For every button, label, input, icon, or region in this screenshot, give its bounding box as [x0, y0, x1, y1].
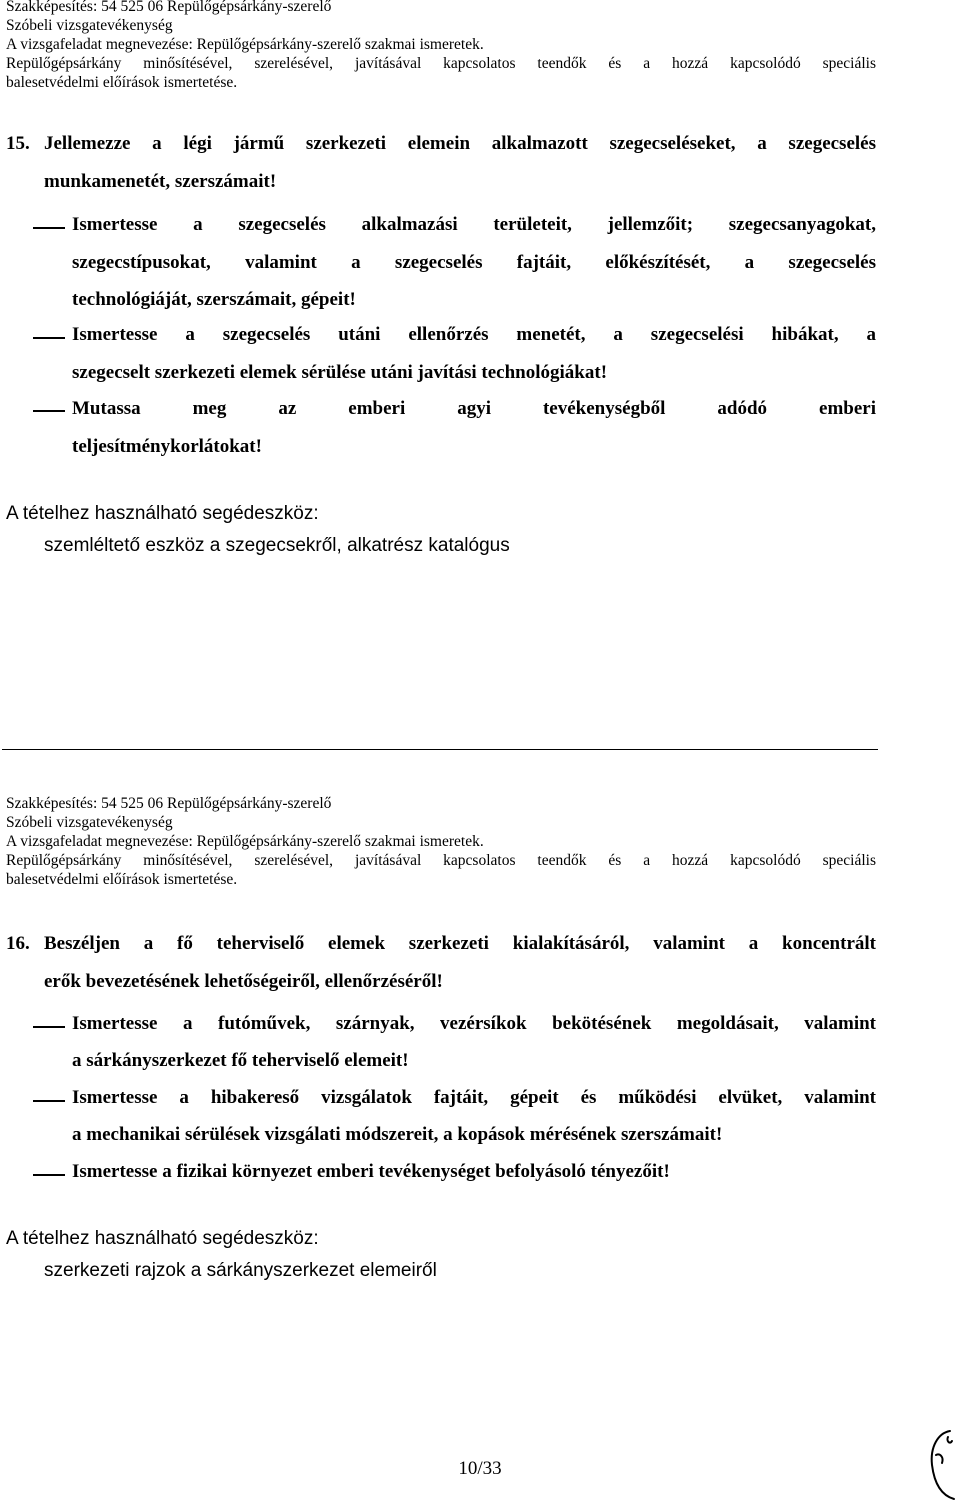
section-divider: [2, 749, 878, 750]
bullet-dash: [33, 410, 65, 412]
bullet-1-line-3: technológiáját, szerszámait, gépeit!: [72, 289, 356, 310]
bullet-2-line-1: Ismertesse a szegecselés utáni ellenőrzés menetét, a szegecselési hibákat, a: [72, 324, 876, 345]
tool-text: szemléltető eszköz a szegecsekről, alkatrész katalógus: [44, 535, 510, 556]
page-number: 10/33: [458, 1458, 502, 1479]
exam-header-1: [6, 0, 876, 92]
bullet-3-line-1: Ismertesse a fizikai környezet emberi tevékenységet befolyásoló tényezőit!: [72, 1161, 670, 1182]
bullet-3-line-2: teljesítménykorlátokat!: [72, 436, 262, 457]
task-name-line: A vizsgafeladat megnevezése: Repülőgépsárkány-szerelő szakmai ismeretek.: [6, 833, 484, 850]
task-name-line: A vizsgafeladat megnevezése: Repülőgépsárkány-szerelő szakmai ismeretek.: [6, 36, 484, 53]
tool-label: A tételhez használható segédeszköz:: [6, 1228, 319, 1249]
task-description-line-2: balesetvédelmi előírások ismertetése.: [6, 871, 238, 888]
tool-text: szerkezeti rajzok a sárkányszerkezet elemeiről: [44, 1260, 437, 1281]
bullet-1-line-1: Ismertesse a szegecselés alkalmazási területeit, jellemzőit; szegecsanyagokat,: [72, 214, 876, 235]
exam-activity-line: Szóbeli vizsgatevékenység: [6, 17, 173, 34]
question-number: 15.: [6, 133, 30, 154]
question-text-line-1: Beszéljen a fő teherviselő elemek szerkezeti kialakításáról, valamint a koncentrált: [44, 933, 876, 954]
question-text-line-2: munkamenetét, szerszámait!: [44, 171, 277, 192]
bullet-dash: [33, 227, 65, 229]
bullet-dash: [33, 337, 65, 339]
bullet-3-line-1: Mutassa meg az emberi agyi tevékenységből adódó emberi: [72, 398, 876, 419]
bullet-dash: [33, 1100, 65, 1102]
bullet-2-line-2: a mechanikai sérülések vizsgálati módszereit, a kopások mérésének szerszámait!: [72, 1124, 723, 1145]
signature-mark: [920, 1425, 960, 1503]
question-number: 16.: [6, 933, 30, 954]
exam-activity-line: Szóbeli vizsgatevékenység: [6, 814, 173, 831]
bullet-1-line-2: a sárkányszerkezet fő teherviselő elemeit!: [72, 1050, 409, 1071]
task-description-line: Repülőgépsárkány minősítésével, szerelésével, javításával kapcsolatos teendők és a hozzá kapcsolódó speciális: [6, 55, 876, 72]
tool-label: A tételhez használható segédeszköz:: [6, 503, 319, 524]
task-description-line-2: balesetvédelmi előírások ismertetése.: [6, 74, 238, 91]
bullet-1-line-1: Ismertesse a futóművek, szárnyak, vezérsíkok bekötésének megoldásait, valamint: [72, 1013, 876, 1034]
bullet-2-line-2: szegecselt szerkezeti elemek sérülése utáni javítási technológiákat!: [72, 362, 608, 383]
bullet-2-line-1: Ismertesse a hibakereső vizsgálatok fajtáit, gépeit és működési elvüket, valamint: [72, 1087, 876, 1108]
question-text-line-2: erők bevezetésének lehetőségeiről, ellenőrzéséről!: [44, 971, 443, 992]
exam-header-2: [6, 794, 876, 889]
bullet-1-line-2: szegecstípusokat, valamint a szegecselés fajtáit, előkészítését, a szegecselés: [72, 252, 876, 273]
qualification-line: Szakképesítés: 54 525 06 Repülőgépsárkány-szerelő: [6, 0, 332, 15]
bullet-dash: [33, 1174, 65, 1176]
question-text-line-1: Jellemezze a légi jármű szerkezeti elemein alkalmazott szegecseléseket, a szegecselés: [44, 133, 876, 154]
qualification-line: Szakképesítés: 54 525 06 Repülőgépsárkány-szerelő: [6, 795, 332, 812]
task-description-line: Repülőgépsárkány minősítésével, szerelésével, javításával kapcsolatos teendők és a hozzá kapcsolódó speciális: [6, 852, 876, 869]
bullet-dash: [33, 1026, 65, 1028]
